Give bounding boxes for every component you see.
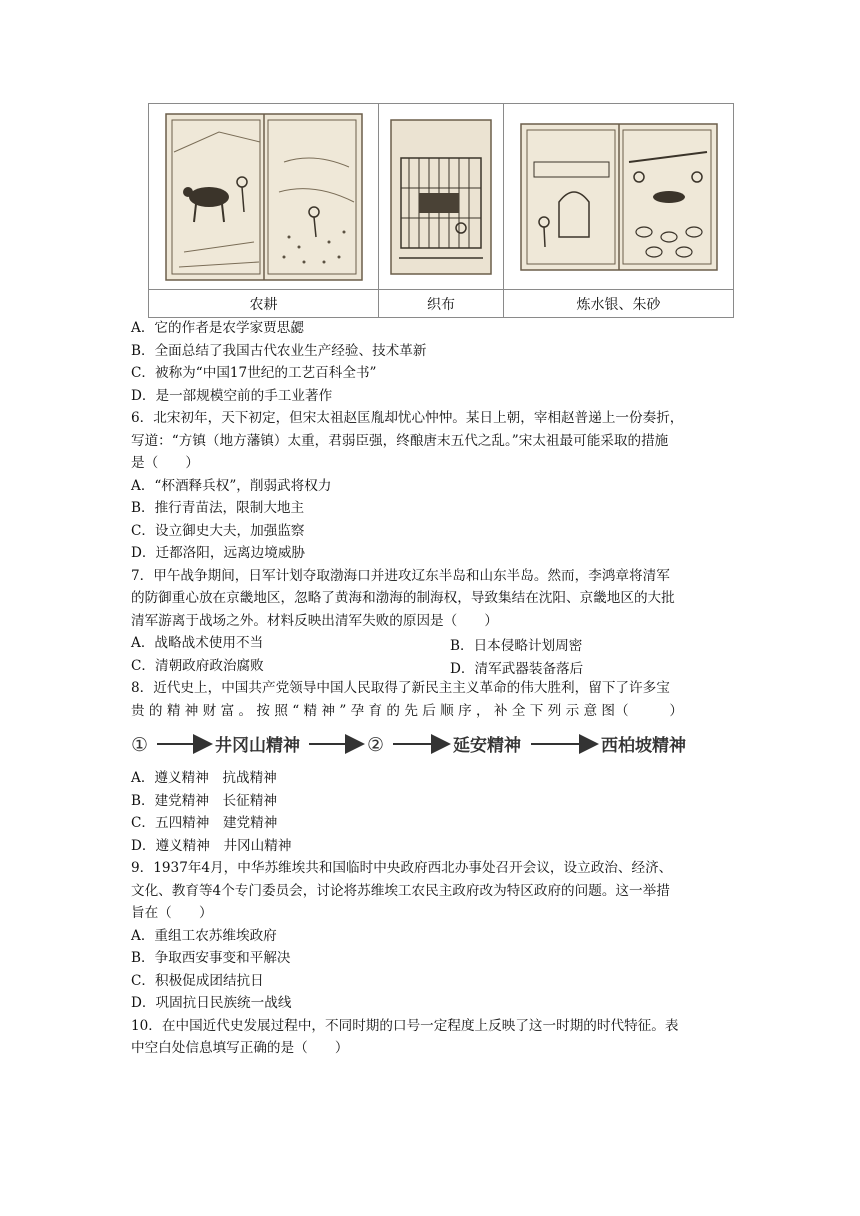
q6-stem-line: 写道：“方镇（地方藩镇）太重，君弱臣强，终酿唐末五代之乱。”宋太祖最可能采取的措施	[131, 433, 669, 449]
q7-option-b: B．日本侵略计划周密	[450, 638, 583, 654]
q7-option-a: A．战略战术使用不当	[131, 635, 264, 651]
q6-option-a: A．“杯酒释兵权”，削弱武将权力	[131, 478, 332, 494]
farming-illustration-cell	[149, 104, 379, 290]
farming-illustration	[164, 112, 364, 282]
q8-option-b: B．建党精神 长征精神	[131, 793, 277, 809]
q8-stem-line: 贵 的 精 神 财 富 。 按 照 “ 精 神 ” 孕 育 的 先 后 顺 序 ， 补 全 下 列 示 意 图（ ）	[131, 703, 683, 719]
q8-option-d: D．遵义精神 井冈山精神	[131, 838, 292, 854]
q5-option-d: D．是一部规模空前的手工业著作	[131, 388, 333, 404]
q5-option-c: C．被称为“中国17世纪的工艺百科全书”	[131, 365, 377, 381]
q5-option-a: A．它的作者是农学家贾思勰	[131, 320, 304, 336]
q7-stem-line: 7．甲午战争期间，日军计划夺取渤海口并进攻辽东半岛和山东半岛。然而，李鸿章将清军	[131, 568, 670, 584]
q9-stem-line: 9．1937年4月，中华苏维埃共和国临时中央政府西北办事处召开会议，设立政治、经济、	[131, 860, 673, 876]
figure-table	[148, 103, 734, 318]
flow-step-1: ①	[131, 734, 149, 756]
q7-stem-line: 的防御重心放在京畿地区，忽略了黄海和渤海的制海权，导致集结在沈阳、京畿地区的大批	[131, 590, 675, 606]
q8-stem-line: 8．近代史上，中国共产党领导中国人民取得了新民主主义革命的伟大胜利，留下了许多宝	[131, 680, 670, 696]
flow-step-4: 延安精神	[453, 736, 521, 756]
flow-step-5: 西柏坡精神	[601, 736, 686, 756]
q9-option-c: C．积极促成团结抗日	[131, 973, 264, 989]
mercury-illustration-cell	[504, 104, 734, 290]
q9-option-d: D．巩固抗日民族统一战线	[131, 995, 292, 1011]
q10-stem-line: 10．在中国近代史发展过程中，不同时期的口号一定程度上反映了这一时期的时代特征。表	[131, 1018, 679, 1034]
weaving-illustration	[389, 118, 493, 276]
q9-option-a: A．重组工农苏维埃政府	[131, 928, 277, 944]
q7-stem-line: 清军游离于战场之外。材料反映出清军失败的原因是（ ）	[131, 613, 499, 629]
flow-step-2: 井冈山精神	[215, 736, 300, 756]
q8-option-a: A．遵义精神 抗战精神	[131, 770, 277, 786]
spirit-flow-diagram	[131, 731, 696, 757]
mercury-illustration	[519, 122, 719, 272]
weaving-illustration-cell	[379, 104, 504, 290]
flow-step-3: ②	[367, 734, 385, 756]
q7-option-c: C．清朝政府政治腐败	[131, 658, 264, 674]
q8-option-c: C．五四精神 建党精神	[131, 815, 278, 831]
q6-option-d: D．迁都洛阳，远离边境威胁	[131, 545, 306, 561]
figure-caption: 织布	[379, 290, 504, 318]
q6-option-c: C．设立御史大夫，加强监察	[131, 523, 305, 539]
q6-stem-line: 6．北宋初年，天下初定，但宋太祖赵匡胤却忧心忡忡。某日上朝，宰相赵普递上一份奏折，	[131, 410, 684, 426]
figure-caption: 农耕	[149, 290, 379, 318]
q9-option-b: B．争取西安事变和平解决	[131, 950, 291, 966]
q9-stem-line: 文化、教育等4个专门委员会，讨论将苏维埃工农民主政府改为特区政府的问题。这一举措	[131, 883, 670, 899]
q10-stem-line: 中空白处信息填写正确的是（ ）	[131, 1040, 349, 1056]
q9-stem-line: 旨在（ ）	[131, 905, 213, 921]
q7-option-d: D．清军武器装备落后	[450, 661, 584, 677]
q5-option-b: B．全面总结了我国古代农业生产经验、技术革新	[131, 343, 427, 359]
q6-stem-line: 是（ ）	[131, 455, 199, 471]
q6-option-b: B．推行青苗法，限制大地主	[131, 500, 305, 516]
figure-caption: 炼水银、朱砂	[504, 290, 734, 318]
